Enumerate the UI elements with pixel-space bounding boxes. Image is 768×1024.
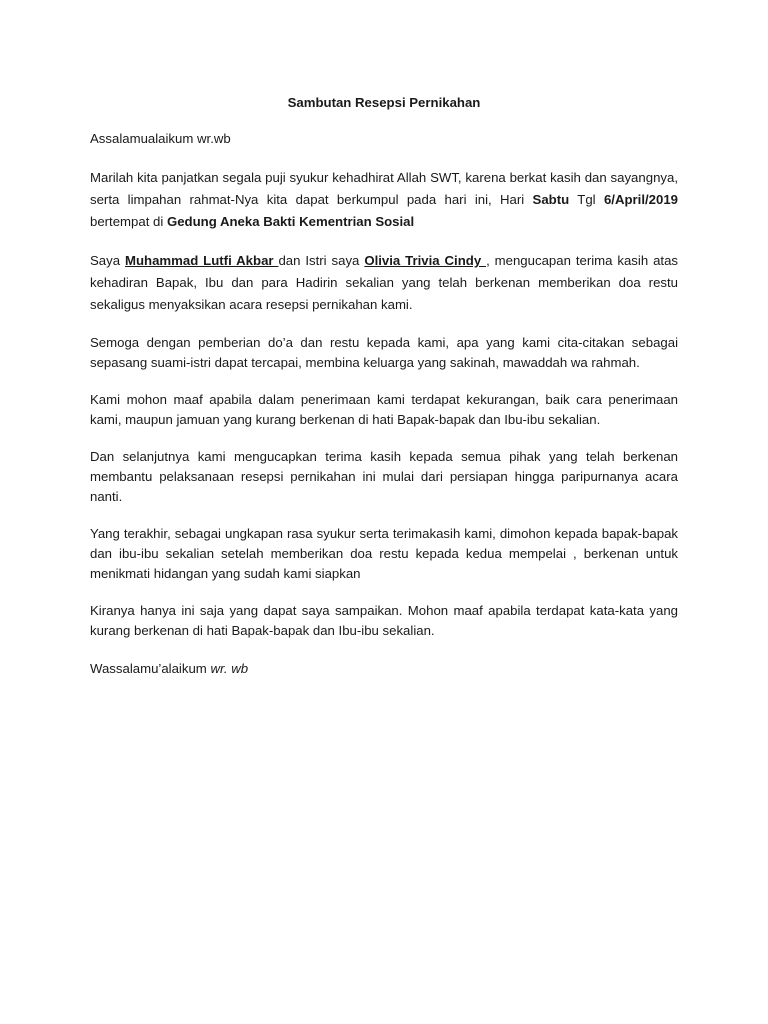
paragraph-thanks-text-b: dan Istri saya — [278, 253, 365, 268]
event-date: 6/April/2019 — [603, 192, 678, 207]
paragraph-opening-text-a: Marilah kita panjatkan segala puji syukur kehadhirat Allah SWT, karena berkat kasih dan sayangnya, serta limpahan rahmat-Nya kita dapat berkumpul pada hari ini, Hari — [90, 170, 678, 207]
paragraph-conclusion: Kiranya hanya ini saja yang dapat saya sampaikan. Mohon maaf apabila terdapat kata-kata yang kurang berkenan di hati Bapak-bapak dan Ibu-ibu sekalian. — [90, 603, 678, 638]
paragraph-opening-text-c: bertempat di — [90, 214, 167, 229]
document-title: Sambutan Resepsi Pernikahan — [287, 95, 481, 110]
paragraph-invitation: Yang terakhir, sebagai ungkapan rasa syukur serta terimakasih kami, dimohon kepada bapak-bapak dan ibu-ibu sekalian setelah memberikan doa restu kepada kedua mempelai , berkenan untuk menikmati hidangan yang sudah kami siapkan — [90, 526, 678, 581]
greeting: Assalamualaikum wr.wb — [90, 131, 231, 146]
paragraph-gratitude: Dan selanjutnya kami mengucapkan terima kasih kepada semua pihak yang telah berkenan membantu pelaksanaan resepsi pernikahan ini mulai dari persiapan hingga paripurnanya acara nanti. — [90, 449, 678, 504]
paragraph-thanks — [90, 250, 678, 316]
closing-salutation — [90, 658, 678, 680]
bride-name: Olivia Trivia Cindy — [364, 253, 487, 268]
paragraph-prayer: Semoga dengan pemberian do’a dan restu kepada kami, apa yang kami cita-citakan sebagai sepasang suami-istri dapat tercapai, membina keluarga yang sakinah, mawaddah wa rahmah. — [90, 335, 678, 370]
paragraph-opening-text-b: Tgl — [569, 192, 604, 207]
paragraph-thanks-text-a: Saya — [90, 253, 125, 268]
event-venue: Gedung Aneka Bakti Kementrian Sosial — [166, 214, 415, 229]
groom-name: Muhammad Lutfi Akbar — [124, 253, 279, 268]
closing-text: Wassalamu’alaikum — [90, 661, 211, 676]
event-day: Sabtu — [532, 192, 570, 207]
closing-abbrev: wr. wb — [210, 661, 249, 676]
paragraph-apology: Kami mohon maaf apabila dalam penerimaan kami terdapat kekurangan, baik cara penerimaan kami, maupun jamuan yang kurang berkenan di hati Bapak-bapak dan Ibu-ibu sekalian. — [90, 392, 678, 427]
paragraph-thanks-text-c: , mengucapan terima kasih atas kehadiran Bapak, Ibu dan para Hadirin sekalian yang telah berkenan memberikan doa restu sekaligus menyaksikan acara resepsi pernikahan kami. — [90, 253, 679, 312]
document-page — [90, 92, 678, 697]
paragraph-opening — [90, 167, 678, 233]
